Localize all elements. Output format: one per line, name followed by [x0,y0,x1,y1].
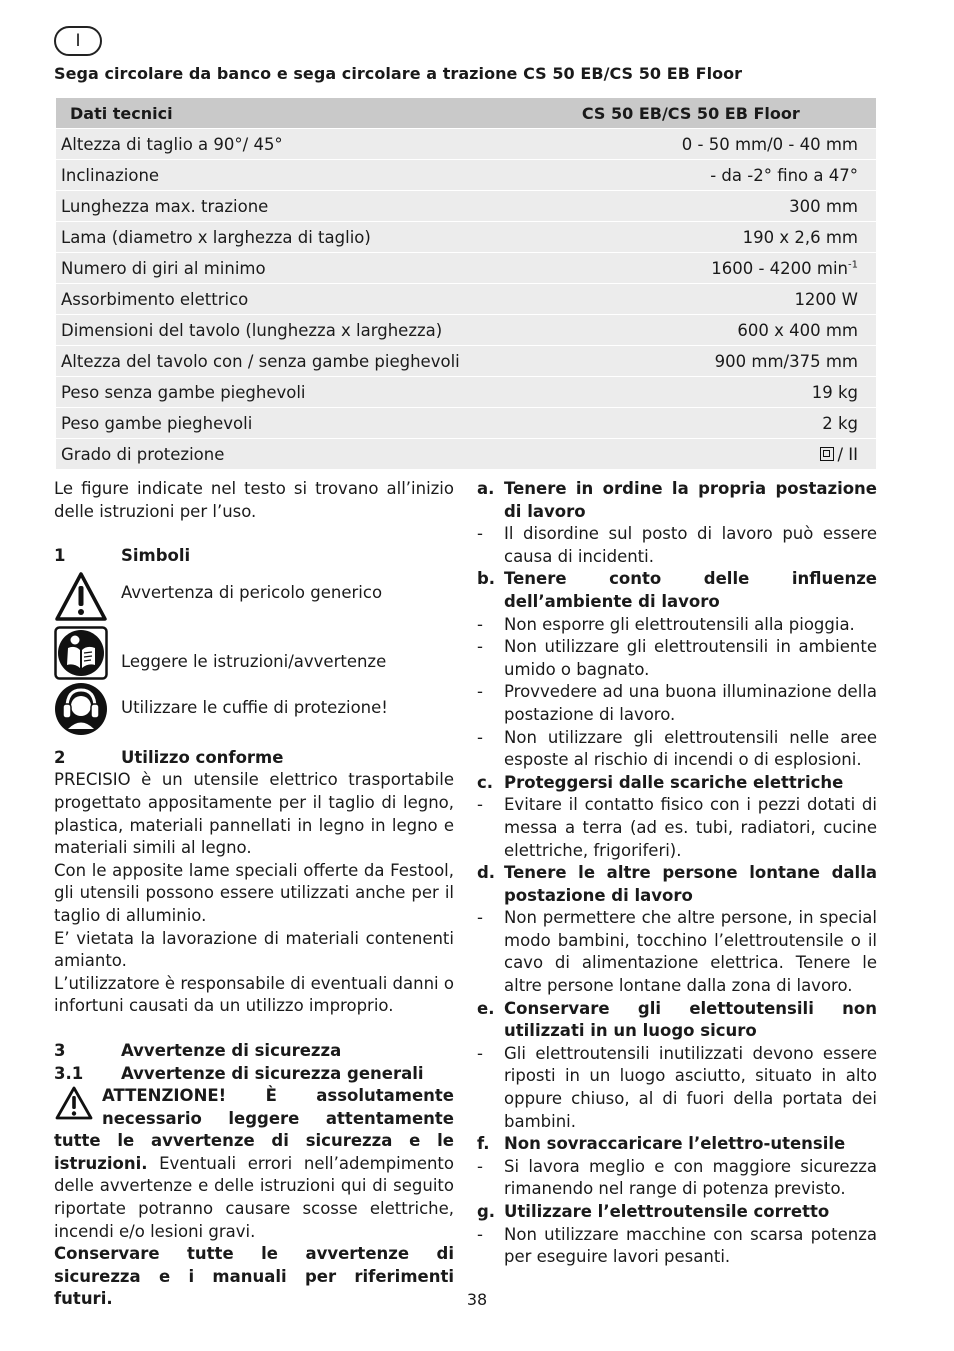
bullet-text: Non utilizzare gli elettroutensili nelle aree esposte al rischio di incendi o di esplosioni. [504,727,877,770]
bullet-item [477,614,877,637]
warning-triangle-icon [54,570,108,624]
bullet-text: Gli elettroutensili inutilizzati devono essere riposti in un luogo asciutto, situato in alto oppure chiuso, al di fuori della portata dei bambini. [504,1043,877,1131]
bullet-item [477,1043,877,1133]
section-1-heading [54,545,454,568]
symbol-label: Utilizzare le cuffie di protezione! [121,698,388,718]
spec-label: Dimensioni del tavolo (lunghezza x larghezza) [56,315,582,346]
safety-item [477,1201,877,1269]
bullet-dash: - [477,795,483,815]
item-letter: d. [477,863,496,883]
table-row [56,191,876,222]
table-row [56,222,876,253]
header-model: CS 50 EB/CS 50 EB Floor [582,98,876,129]
bullet-item [477,636,877,681]
symbol-row-ear-protection [54,682,454,736]
bullet-item [477,794,877,862]
usage-paragraph-3: E’ vietata la lavorazione di materiali contenenti amianto. [54,928,454,971]
bullet-text: Evitare il contatto fisico con i pezzi dotati di messa a terra (ad es. tubi, radiatori, cucine elettriche, frigoriferi). [504,795,877,860]
bullet-dash: - [477,727,483,747]
safety-item [477,998,877,1134]
spec-value [582,377,876,408]
safety-item [477,1133,877,1201]
language-badge [54,26,102,56]
item-letter: a. [477,479,495,498]
spec-value-text: - da -2° fino a 47° [710,165,858,185]
spec-value-text: 600 x 400 mm [737,320,858,340]
safety-item [477,568,877,771]
tech-data-table [56,98,876,470]
usage-paragraph-4: L’utilizzatore è responsabile di eventuali danni o infortuni causati da un utilizzo improprio. [54,973,454,1016]
section-number: 3.1 [54,1063,84,1083]
spec-label: Lunghezza max. trazione [56,191,582,222]
bullet-dash: - [477,1043,483,1063]
spec-value [582,222,876,253]
left-column [54,478,454,1311]
table-row [56,129,876,160]
warning-triangle-icon [54,1085,94,1121]
spec-label: Peso gambe pieghevoli [56,408,582,439]
keep-instructions-text: Conservare tutte le avvertenze di sicurezza e i manuali per riferimenti futuri. [54,1244,454,1309]
bullet-text: Non permettere che altre persone, in special modo bambini, tocchino l’elettroutensile o il cavo di alimentazione elettrica. Tenere le altre persone lontane dalla zona di lavoro. [504,908,877,996]
bullet-item [477,523,877,568]
spec-value [582,284,876,315]
safety-item [477,862,877,998]
safety-item-heading [477,1133,877,1156]
symbol-row-manual [54,626,454,680]
spec-label: Lama (diametro x larghezza di taglio) [56,222,582,253]
item-title: Tenere in ordine la propria postazione di lavoro [504,479,877,521]
table-row [56,439,876,470]
ear-protection-icon [54,682,108,736]
spec-value [582,408,876,439]
bullet-text: Si lavora meglio e con maggiore sicurezza rimanendo nel range di potenza previsto. [504,1156,877,1199]
table-row [56,346,876,377]
symbol-label: Leggere le istruzioni/avvertenze [121,652,387,672]
spec-label: Assorbimento elettrico [56,284,582,315]
spec-value [582,253,876,284]
item-letter: e. [477,998,495,1018]
safety-item-heading [477,862,877,907]
spec-value-text: 190 x 2,6 mm [742,227,858,247]
bullet-item [477,681,877,726]
read-manual-icon [54,626,108,680]
spec-value-text: 19 kg [811,382,858,402]
spec-value [582,129,876,160]
intro-paragraph: Le figure indicate nel testo si trovano all’inizio delle istruzioni per l’uso. [54,479,454,521]
spec-label: Numero di giri al minimo [56,253,582,284]
safety-item [477,478,877,568]
table-row [56,315,876,346]
bullet-dash: - [477,1156,483,1176]
item-title: Conservare gli elettoutensili non utilizzati in un luogo sicuro [504,998,877,1041]
spec-value-text: 0 - 50 mm/0 - 40 mm [681,134,858,154]
document-title: Sega circolare da banco e sega circolare a trazione CS 50 EB/CS 50 EB Floor [54,64,743,83]
spec-value [582,439,876,470]
safety-item-heading [477,568,877,613]
bullet-dash: - [477,614,483,634]
spec-value-text: 1200 W [794,289,858,309]
item-letter: g. [477,1202,496,1221]
bullet-item [477,1224,877,1269]
spec-label: Altezza di taglio a 90°/ 45° [56,129,582,160]
safety-item-heading [477,772,877,795]
section-number: 3 [54,1040,66,1060]
usage-paragraph-1: PRECISIO è un utensile elettrico trasportabile progettato appositamente per il taglio di legno, plastica, materiali pannellati in legno in legno e materiali simili al legno. [54,770,454,858]
bullet-text: Non utilizzare gli elettroutensili in ambiente umido o bagnato. [504,637,877,679]
bullet-text: Il disordine sul posto di lavoro può essere causa di incidenti. [504,524,877,566]
protection-class-icon [820,447,834,461]
spec-value [582,315,876,346]
bullet-dash: - [477,1224,483,1244]
table-row [56,284,876,315]
table-row [56,160,876,191]
spec-value-text: / II [837,444,858,464]
spec-label: Grado di protezione [56,439,582,470]
bullet-text: Non esporre gli elettroutensili alla pioggia. [504,614,855,634]
spec-label: Inclinazione [56,160,582,191]
warning-body-text: Eventuali errori nell’adempimento delle avvertenze e delle istruzioni qui di seguito riportate potranno causare scosse elettriche, incendi e/o lesioni gravi. [54,1153,454,1241]
bullet-dash: - [477,637,483,657]
section-3-1-heading [54,1063,454,1086]
spec-value [582,191,876,222]
section-title: Avvertenze di sicurezza [121,1040,342,1060]
spec-value-text: 1600 - 4200 min [711,258,849,278]
section-title: Avvertenze di sicurezza generali [121,1063,424,1083]
table-row [56,408,876,439]
item-letter: b. [477,569,496,589]
language-code: I [75,31,81,51]
section-2-heading [54,747,454,770]
symbol-row-warning [54,570,454,624]
table-row [56,377,876,408]
bullet-dash: - [477,908,483,928]
spec-value [582,160,876,191]
item-title: Non sovraccaricare l’elettro-utensile [504,1134,846,1154]
symbol-label: Avvertenza di pericolo generico [121,583,383,603]
usage-paragraph-2: Con le apposite lame speciali offerte da Festool, gli utensili possono essere utilizzati anche per il taglio di alluminio. [54,860,454,925]
section-title: Utilizzo conforme [121,747,284,767]
item-letter: c. [477,772,494,792]
bullet-item [477,727,877,772]
bullet-dash: - [477,682,483,702]
header-label: Dati tecnici [56,98,582,129]
item-title: Tenere le altre persone lontane dalla postazione di lavoro [504,863,877,905]
item-title: Proteggersi dalle scariche elettriche [504,772,844,792]
safety-item-heading [477,478,877,523]
safety-item [477,772,877,862]
bullet-text: Provvedere ad una buona illuminazione della postazione di lavoro. [504,682,877,724]
right-column [477,478,877,1269]
spec-value-text: 900 mm/375 mm [714,351,858,371]
safety-item-heading [477,1201,877,1224]
warning-bold-text: ATTENZIONE! È assolutamente necessario leggere attentamente tutte le avvertenze di sicurezza e le istruzioni. [54,1086,454,1173]
section-title: Simboli [121,546,191,566]
spec-label: Altezza del tavolo con / senza gambe pieghevoli [56,346,582,377]
section-number: 2 [54,747,66,767]
bullet-text: Non utilizzare macchine con scarsa potenza per eseguire lavori pesanti. [504,1224,877,1267]
bullet-item [477,1156,877,1201]
table-row [56,253,876,284]
spec-value-text: 2 kg [822,413,858,433]
safety-warning-paragraph [54,1085,454,1243]
table-header-row [56,98,876,129]
item-title: Tenere conto delle influenze dell’ambiente di lavoro [504,569,877,611]
safety-item-heading [477,998,877,1043]
spec-value-exponent: -1 [848,259,858,270]
spec-label: Peso senza gambe pieghevoli [56,377,582,408]
section-number: 1 [54,546,66,566]
spec-value-text: 300 mm [789,196,858,216]
page-number: 38 [466,1290,488,1309]
section-3-heading [54,1040,454,1063]
bullet-dash: - [477,524,483,544]
bullet-item [477,907,877,997]
item-title: Utilizzare l’elettroutensile corretto [504,1202,830,1221]
spec-value [582,346,876,377]
item-letter: f. [477,1134,490,1154]
